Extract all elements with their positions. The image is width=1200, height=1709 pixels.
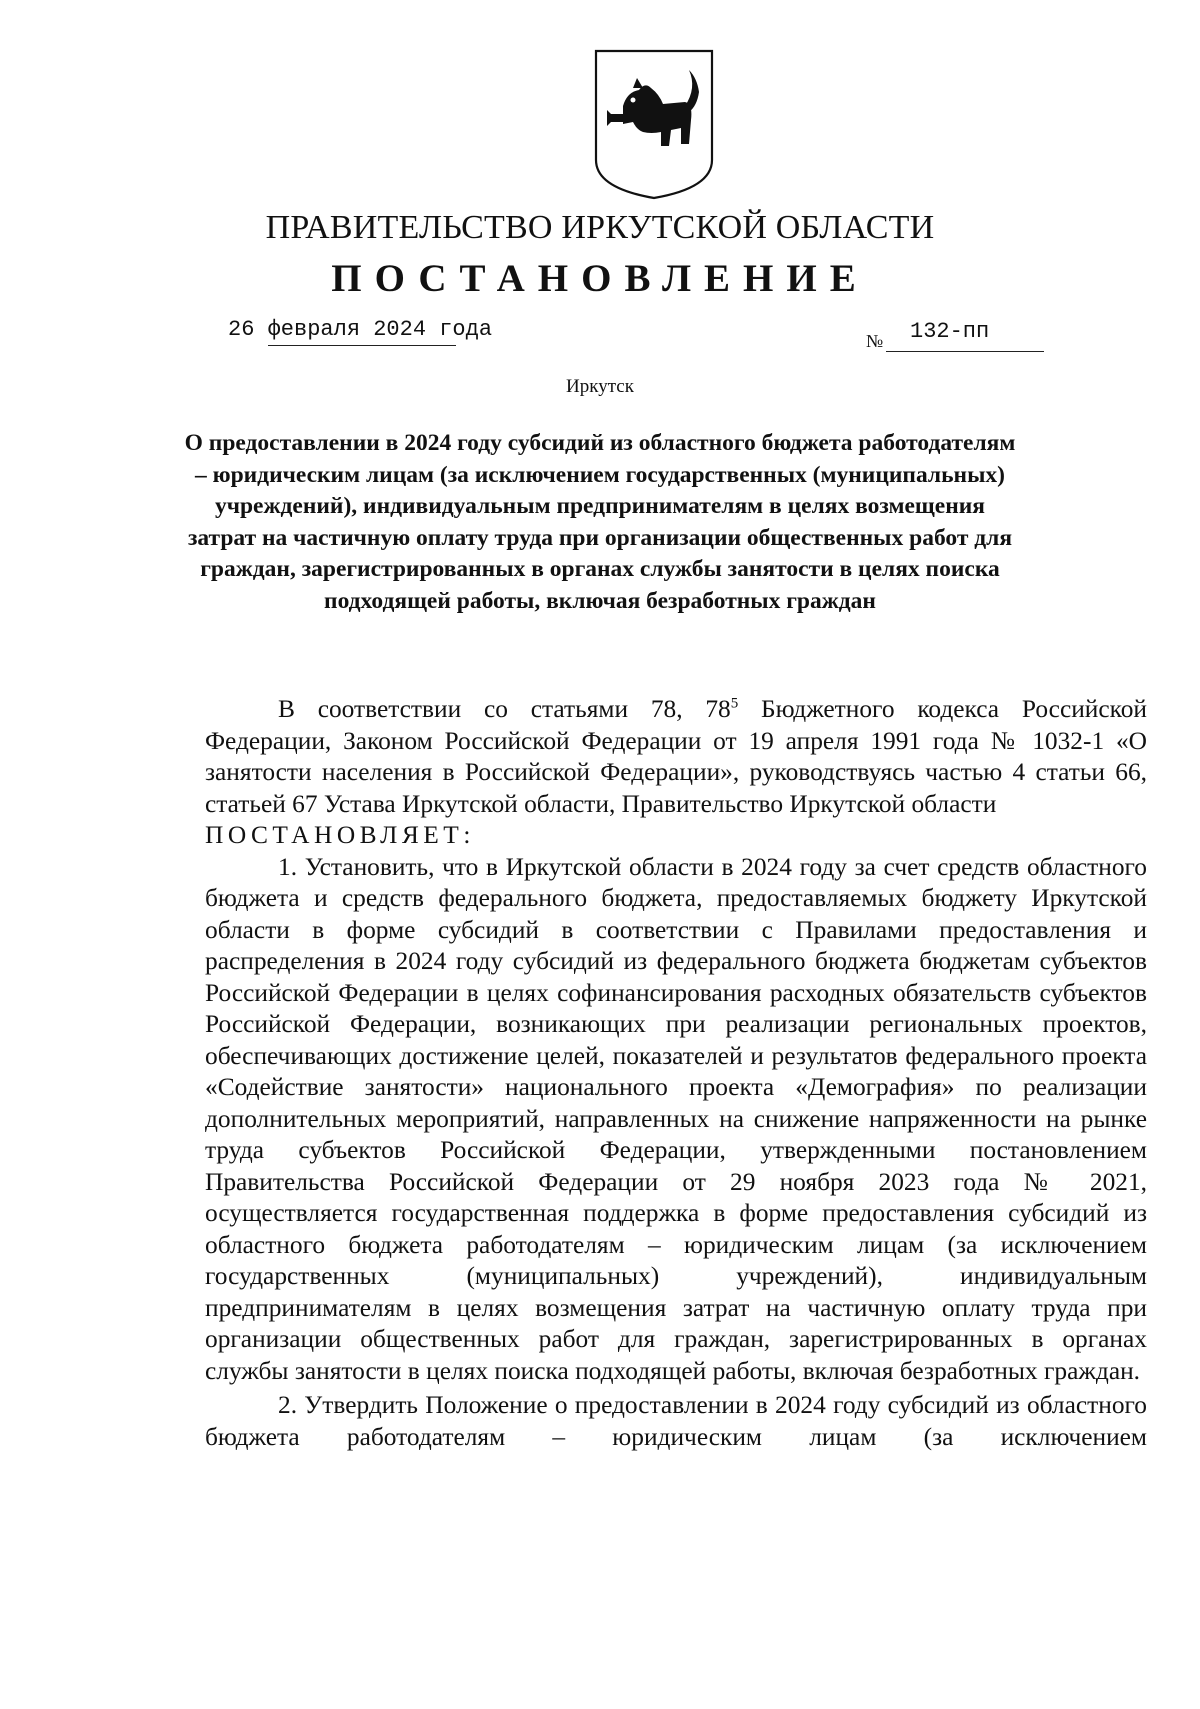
government-title: ПРАВИТЕЛЬСТВО ИРКУТСКОЙ ОБЛАСТИ	[265, 209, 935, 246]
preamble-paragraph	[205, 694, 1147, 820]
document-number: 132-пп	[910, 319, 990, 344]
number-underline	[886, 351, 1044, 352]
date-underline	[268, 345, 456, 346]
preamble-text-start: В соответствии со статьями 78, 78	[278, 695, 731, 723]
decree-word: ПОСТАНОВЛЯЕТ:	[205, 821, 475, 849]
document-date: 26 февраля 2024 года	[228, 317, 493, 342]
document-body	[205, 694, 1147, 1453]
number-label: №	[866, 331, 884, 351]
article-superscript: 5	[730, 695, 739, 712]
irkutsk-coat-of-arms-icon	[593, 48, 715, 200]
city-name: Иркутск	[566, 376, 634, 397]
item-1-paragraph: 1. Установить, что в Иркутской области в 2024 году за счет средств областного бюджета и средств федерального бюджета, предоставляемых бюджету Иркутской области в форме субсидий в соответствии с Правилами предоставления и распределения в 2024 году субсидий из федерального бюджета бюджетам субъектов Российской Федерации в целях софинансирования расходных обязательств субъектов Российской Федерации, возникающих при реализации региональных проектов, обеспечивающих достижение целей, показателей и результатов федерального проекта «Содействие занятости» национального проекта «Демография» по реализации дополнительных мероприятий, направленных на снижение напряженности на рынке труда субъектов Российской Федерации, утвержденными постановлением Правительства Российской Федерации от 29 ноября 2023 года № 2021, осуществляется государственная поддержка в форме предоставления субсидий из областного бюджета работодателям – юридическим лицам (за исключением государственных (муниципальных) учреждений), индивидуальным предпринимателям в целях возмещения затрат на частичную оплату труда при организации общественных работ для граждан, зарегистрированных в органах службы занятости в целях поиска подходящей работы, включая безработных граждан.	[205, 852, 1147, 1385]
preamble-text-end: Бюджетного кодекса Российской Федерации, Законом Российской Федерации от 19 апреля 1991 года № 1032-1 «О занятости населения в Российской Федерации», руководствуясь частью 4 статьи 66, статьей 67 Устава Иркутской области, Правительство Иркутской области	[205, 695, 1147, 818]
document-type-heading: ПОСТАНОВЛЕНИЕ	[331, 257, 869, 300]
item-2-paragraph: 2. Утвердить Положение о предоставлении в 2024 году субсидий из областного бюджета работодателям – юридическим лицам (за исключением	[205, 1391, 1147, 1451]
document-subject: О предоставлении в 2024 году субсидий из областного бюджета работодателям – юридическим лицам (за исключением государственных (муниципальных) учреждений), индивидуальным предпринимателям в целях возмещения затрат на частичную оплату труда при организации общественных работ для граждан, зарегистрированных в органах службы занятости в целях поиска подходящей работы, включая безработных граждан	[184, 430, 1016, 614]
